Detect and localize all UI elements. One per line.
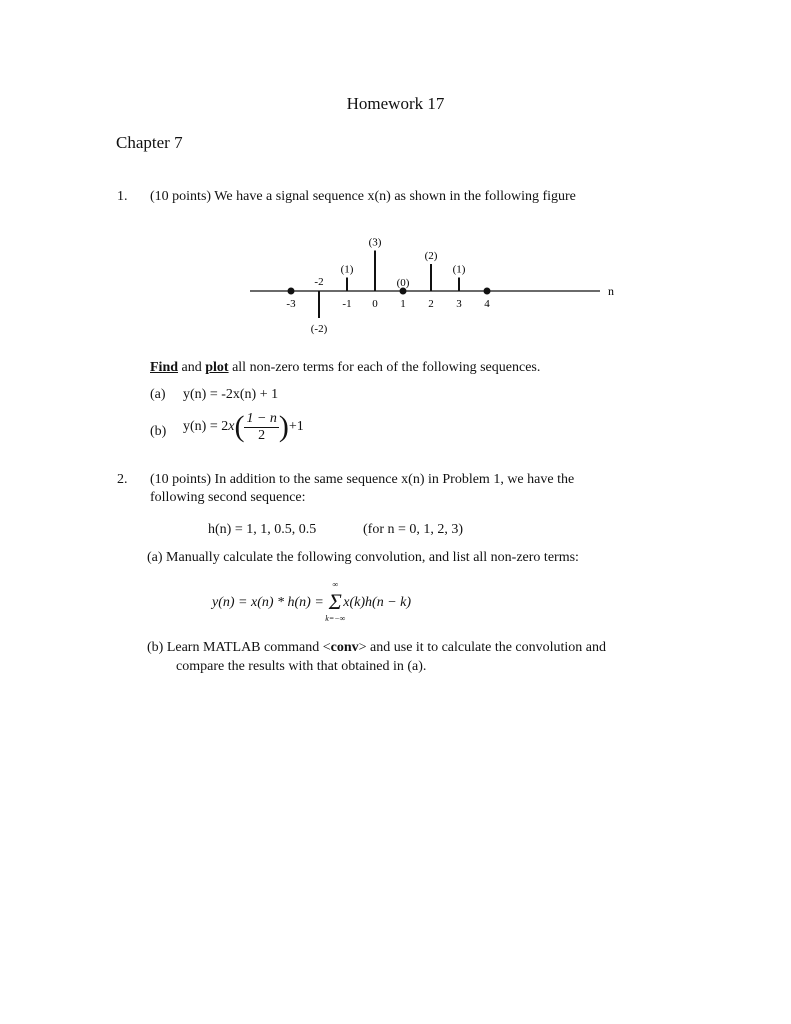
stem-value-label: (1)	[340, 263, 354, 276]
b-pre: (b) Learn MATLAB command <	[147, 640, 331, 655]
problem2a-text: (a) Manually calculate the following convolution, and list all non-zero terms:	[147, 550, 579, 565]
problem2-line1: (10 points) In addition to the same sequence x(n) in Problem 1, we have the	[150, 472, 575, 487]
sum-lower-limit: k=−∞	[325, 614, 346, 623]
stem-value-label: (0)	[396, 277, 410, 289]
stem-value-label: (3)	[368, 236, 382, 249]
problem1b-label: (b)	[150, 424, 167, 439]
problem1-instruction	[150, 360, 540, 376]
chapter-heading: Chapter 7	[116, 133, 183, 152]
sum-upper-limit: ∞	[332, 580, 339, 589]
h-definition: h(n) = 1, 1, 0.5, 0.5	[208, 522, 317, 537]
tick-label: 2	[428, 298, 434, 310]
zero-sample-dot	[288, 288, 295, 295]
b-numerator: 1 − n	[246, 410, 277, 426]
summation-symbol: ∞ Σ k=−∞	[325, 580, 346, 623]
tick-label: 1	[400, 298, 406, 310]
tick-label: -1	[342, 298, 352, 310]
instruction-rest: all non-zero terms for each of the following sequences.	[228, 360, 541, 375]
problem1a-label: (a)	[150, 387, 166, 402]
b-x: x	[228, 419, 235, 435]
stem-value-label: (-2)	[310, 323, 328, 335]
axis-label-n: n	[608, 284, 614, 298]
b-post: > and use it to calculate the convolution and	[358, 640, 607, 655]
conv-command: conv	[330, 640, 359, 655]
tick-label: 3	[456, 298, 462, 310]
h-range: (for n = 0, 1, 2, 3)	[363, 522, 464, 537]
problem1-number: 1.	[117, 189, 128, 204]
b-rhs: +1	[288, 419, 304, 435]
and-word: and	[178, 360, 206, 375]
stem-value-label: (1)	[452, 263, 466, 276]
problem1a-equation: y(n) = -2x(n) + 1	[183, 387, 279, 402]
problem1-text: (10 points) We have a signal sequence x(n) as shown in the following figure	[150, 189, 576, 204]
conv-rhs: x(k)h(n − k)	[343, 595, 412, 611]
problem2b-line1	[147, 640, 606, 656]
stem-value-label: (2)	[424, 250, 438, 262]
b-lhs: y(n) = 2	[183, 419, 229, 435]
problem2b-line2: compare the results with that obtained in (a).	[176, 659, 427, 674]
tick-label: 0	[372, 298, 378, 310]
tick-label: -2	[314, 276, 324, 288]
tick-label: -3	[286, 298, 296, 310]
conv-lhs: y(n) = x(n) * h(n) =	[212, 595, 328, 611]
problem2-line2: following second sequence:	[150, 490, 306, 505]
signal-stem-plot	[0, 0, 791, 360]
convolution-formula	[212, 580, 412, 623]
find-word: Find	[150, 360, 179, 375]
page-title: Homework 17	[346, 94, 445, 113]
problem2-number: 2.	[117, 472, 128, 487]
plot-word: plot	[205, 360, 229, 375]
tick-label: 4	[484, 298, 490, 310]
b-denominator: 2	[258, 427, 266, 443]
zero-sample-dot	[484, 288, 491, 295]
problem1b-equation: y(n) = 2x( $\frac{1 - n}{2}$ )+1	[183, 410, 304, 443]
